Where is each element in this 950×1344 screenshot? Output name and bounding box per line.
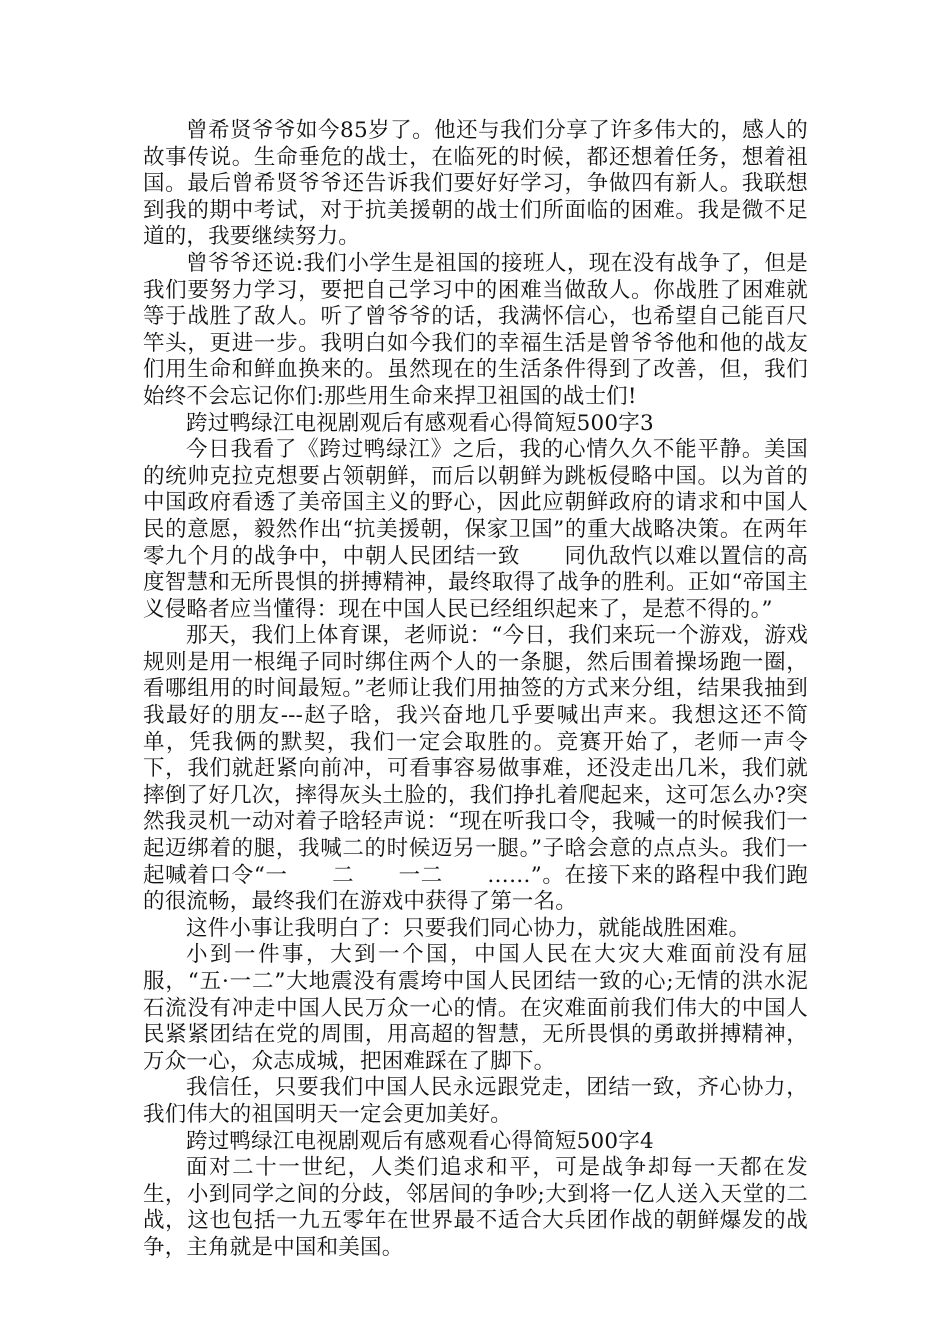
paragraph-8: 面对二十一世纪，人类们追求和平，可是战争却每一天都在发生，小到同学之间的分歧，邻居间的争吵;大到将一亿人送入天堂的二战，这也包括一九五零年在世界最不适合大兵团作战的朝鲜爆发的战争，主角就是中国和美国。: [143, 1155, 808, 1260]
paragraph-2: 曾爷爷还说:我们小学生是祖国的接班人，现在没有战争了，但是我们要努力学习，要把自己学习中的困难当做敌人。你战胜了困难就等于战胜了敌人。听了曾爷爷的话，我满怀信心，也希望自己能百尺竿头，更进一步。我明白如今我们的幸福生活是曾爷爷他和他的战友们用生命和鲜血换来的。虽然现在的生活条件得到了改善，但，我们始终不会忘记你们:那些用生命来捍卫祖国的战士们!: [143, 250, 808, 409]
paragraph-1: 曾希贤爷爷如今85岁了。他还与我们分享了许多伟大的，感人的故事传说。生命垂危的战士，在临死的时候，都还想着任务，想着祖国。最后曾希贤爷爷还告诉我们要好好学习，争做四有新人。我联想到我的期中考试，对于抗美援朝的战士们所面临的困难。我是微不足道的，我要继续努力。: [143, 118, 808, 250]
paragraph-4: 那天，我们上体育课，老师说：“今日，我们来玩一个游戏，游戏规则是用一根绳子同时绑住两个人的一条腿，然后围着操场跑一圈，看哪组用的时间最短。”老师让我们用抽签的方式来分组，结果我抽到我最好的朋友---赵子晗，我兴奋地几乎要喊出声来。我想这还不简单，凭我俩的默契，我们一定会取胜的。竞赛开始了，老师一声令下，我们就赶紧向前冲，可看事容易做事难，还没走出几米，我们就摔倒了好几次，摔得灰头土脸的，我们挣扎着爬起来，这可怎么办?突然我灵机一动对着子晗轻声说：“现在听我口令，我喊一的时候我们一起迈绑着的腿，我喊二的时候迈另一腿。”子晗会意的点点头。我们一起喊着口令“一 二 一二 ……”。在接下来的路程中我们跑的很流畅，最终我们在游戏中获得了第一名。: [143, 623, 808, 915]
section-heading-3: 跨过鸭绿江电视剧观后有感观看心得简短500字3: [186, 410, 654, 436]
paragraph-5: 这件小事让我明白了：只要我们同心协力，就能战胜困难。: [186, 915, 751, 941]
paragraph-7: 我信任，只要我们中国人民永远跟党走，团结一致，齐心协力，我们伟大的祖国明天一定会更加美好。: [143, 1075, 808, 1127]
paragraph-6: 小到一件事，大到一个国，中国人民在大灾大难面前没有屈服，“五·一二”大地震没有震垮中国人民团结一致的心;无情的洪水泥石流没有冲走中国人民万众一心的情。在灾难面前我们伟大的中国人民紧紧团结在党的周围，用高超的智慧，无所畏惧的勇敢拼搏精神，万众一心，众志成城，把困难踩在了脚下。: [143, 942, 808, 1074]
document-page: [143, 118, 808, 1262]
section-heading-4: 跨过鸭绿江电视剧观后有感观看心得简短500字4: [186, 1128, 654, 1154]
paragraph-3: 今日我看了《跨过鸭绿江》之后，我的心情久久不能平静。美国的统帅克拉克想要占领朝鲜，而后以朝鲜为跳板侵略中国。以为首的中国政府看透了美帝国主义的野心，因此应朝鲜政府的请求和中国人民的意愿，毅然作出“抗美援朝，保家卫国”的重大战略决策。在两年零九个月的战争中，中朝人民团结一致 同仇敌忾以难以置信的高度智慧和无所畏惧的拼搏精神，最终取得了战争的胜利。正如“帝国主义侵略者应当懂得：现在中国人民已经组织起来了，是惹不得的。”: [143, 437, 808, 622]
